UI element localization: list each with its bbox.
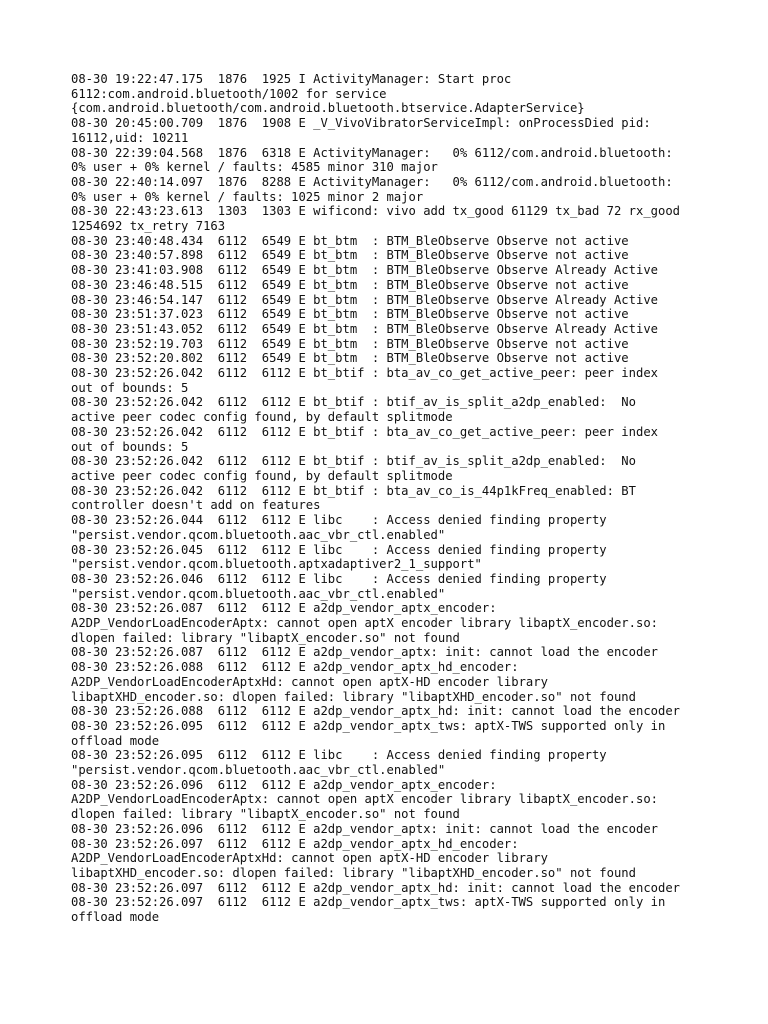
log-line: 6112:com.android.bluetooth/1002 for service (71, 86, 387, 101)
log-page (71, 72, 711, 925)
log-line: 08-30 23:52:26.097 6112 6112 E a2dp_vendor_aptx_tws: aptX-TWS supported only in (71, 895, 666, 910)
log-line: 08-30 23:52:26.042 6112 6112 E bt_btif : bta_av_co_is_44p1kFreq_enabled: BT (71, 483, 636, 498)
log-line: A2DP_VendorLoadEncoderAptxHd: cannot open aptX-HD encoder library (71, 851, 548, 866)
log-line: out of bounds: 5 (71, 439, 189, 454)
log-line: 08-30 23:52:26.095 6112 6112 E a2dp_vendor_aptx_tws: aptX-TWS supported only in (71, 718, 666, 733)
log-line: 08-30 23:52:26.095 6112 6112 E libc : Access denied finding property (71, 748, 607, 763)
log-line: 08-30 23:52:26.097 6112 6112 E a2dp_vendor_aptx_hd: init: cannot load the encoder (71, 880, 681, 895)
log-line: 08-30 23:52:26.097 6112 6112 E a2dp_vendor_aptx_hd_encoder: (71, 836, 519, 851)
log-line: 08-30 23:52:26.042 6112 6112 E bt_btif : btif_av_is_split_a2dp_enabled: No (71, 454, 636, 469)
log-line: 08-30 23:52:26.046 6112 6112 E libc : Access denied finding property (71, 571, 607, 586)
log-line: 08-30 23:52:20.802 6112 6549 E bt_btm : BTM_BleObserve Observe not active (71, 351, 629, 366)
log-line: 08-30 22:39:04.568 1876 6318 E ActivityManager: 0% 6112/com.android.bluetooth: (71, 145, 673, 160)
log-line: 08-30 23:52:26.042 6112 6112 E bt_btif : btif_av_is_split_a2dp_enabled: No (71, 395, 636, 410)
log-line: out of bounds: 5 (71, 380, 189, 395)
log-line: 08-30 23:52:26.096 6112 6112 E a2dp_vendor_aptx_encoder: (71, 777, 497, 792)
log-line: 08-30 23:52:26.044 6112 6112 E libc : Access denied finding property (71, 513, 607, 528)
log-line: libaptXHD_encoder.so: dlopen failed: library "libaptXHD_encoder.so" not found (71, 865, 636, 880)
log-line: 08-30 23:52:26.087 6112 6112 E a2dp_vendor_aptx_encoder: (71, 601, 497, 616)
log-text-block (71, 72, 711, 925)
log-line: active peer codec config found, by default splitmode (71, 410, 453, 425)
log-line: 08-30 20:45:00.709 1876 1908 E _V_VivoVibratorServiceImpl: onProcessDied pid: (71, 116, 651, 131)
log-line: 08-30 23:52:26.042 6112 6112 E bt_btif : bta_av_co_get_active_peer: peer index (71, 366, 658, 381)
log-line: 08-30 23:52:26.045 6112 6112 E libc : Access denied finding property (71, 542, 607, 557)
log-line: 08-30 19:22:47.175 1876 1925 I ActivityManager: Start proc (71, 72, 512, 86)
log-line: 08-30 23:46:54.147 6112 6549 E bt_btm : BTM_BleObserve Observe Already Active (71, 292, 658, 307)
log-line: 08-30 23:51:37.023 6112 6549 E bt_btm : BTM_BleObserve Observe not active (71, 307, 629, 322)
log-line: 08-30 23:52:26.042 6112 6112 E bt_btif : bta_av_co_get_active_peer: peer index (71, 424, 658, 439)
log-line: "persist.vendor.qcom.bluetooth.aac_vbr_ctl.enabled" (71, 586, 446, 601)
log-line: 08-30 23:52:26.096 6112 6112 E a2dp_vendor_aptx: init: cannot load the encoder (71, 821, 658, 836)
log-line: offload mode (71, 910, 160, 925)
log-line: controller doesn't add on features (71, 498, 321, 513)
log-line: 08-30 23:52:26.088 6112 6112 E a2dp_vendor_aptx_hd_encoder: (71, 660, 519, 675)
log-line: A2DP_VendorLoadEncoderAptx: cannot open aptX encoder library libaptX_encoder.so: (71, 792, 658, 807)
log-line: 0% user + 0% kernel / faults: 4585 minor 310 major (71, 160, 438, 175)
log-line: 08-30 22:40:14.097 1876 8288 E ActivityManager: 0% 6112/com.android.bluetooth: (71, 174, 673, 189)
log-line: A2DP_VendorLoadEncoderAptx: cannot open aptX encoder library libaptX_encoder.so: (71, 616, 658, 631)
log-line: 08-30 23:52:26.088 6112 6112 E a2dp_vendor_aptx_hd: init: cannot load the encoder (71, 704, 681, 719)
log-line: 1254692 tx_retry 7163 (71, 219, 226, 234)
log-line: libaptXHD_encoder.so: dlopen failed: library "libaptXHD_encoder.so" not found (71, 689, 636, 704)
log-line: 0% user + 0% kernel / faults: 1025 minor 2 major (71, 189, 424, 204)
log-line: 08-30 23:40:57.898 6112 6549 E bt_btm : BTM_BleObserve Observe not active (71, 248, 629, 263)
log-line: 08-30 23:41:03.908 6112 6549 E bt_btm : BTM_BleObserve Observe Already Active (71, 263, 658, 278)
log-line: A2DP_VendorLoadEncoderAptxHd: cannot open aptX-HD encoder library (71, 674, 548, 689)
log-line: dlopen failed: library "libaptX_encoder.so" not found (71, 807, 460, 822)
log-line: 08-30 23:46:48.515 6112 6549 E bt_btm : BTM_BleObserve Observe not active (71, 277, 629, 292)
log-line: 08-30 23:40:48.434 6112 6549 E bt_btm : BTM_BleObserve Observe not active (71, 233, 629, 248)
log-line: offload mode (71, 733, 160, 748)
log-line: 08-30 22:43:23.613 1303 1303 E wificond: vivo add tx_good 61129 tx_bad 72 rx_good (71, 204, 681, 219)
log-line: "persist.vendor.qcom.bluetooth.aptxadaptiver2_1_support" (71, 557, 482, 572)
log-line: "persist.vendor.qcom.bluetooth.aac_vbr_ctl.enabled" (71, 763, 446, 778)
log-line: "persist.vendor.qcom.bluetooth.aac_vbr_ctl.enabled" (71, 527, 446, 542)
log-line: {com.android.bluetooth/com.android.bluetooth.btservice.AdapterService} (71, 101, 585, 116)
log-line: 16112,uid: 10211 (71, 130, 189, 145)
log-line: 08-30 23:52:19.703 6112 6549 E bt_btm : BTM_BleObserve Observe not active (71, 336, 629, 351)
log-line: 08-30 23:51:43.052 6112 6549 E bt_btm : BTM_BleObserve Observe Already Active (71, 321, 658, 336)
log-line: active peer codec config found, by default splitmode (71, 468, 453, 483)
log-line: 08-30 23:52:26.087 6112 6112 E a2dp_vendor_aptx: init: cannot load the encoder (71, 645, 658, 660)
log-line: dlopen failed: library "libaptX_encoder.so" not found (71, 630, 460, 645)
